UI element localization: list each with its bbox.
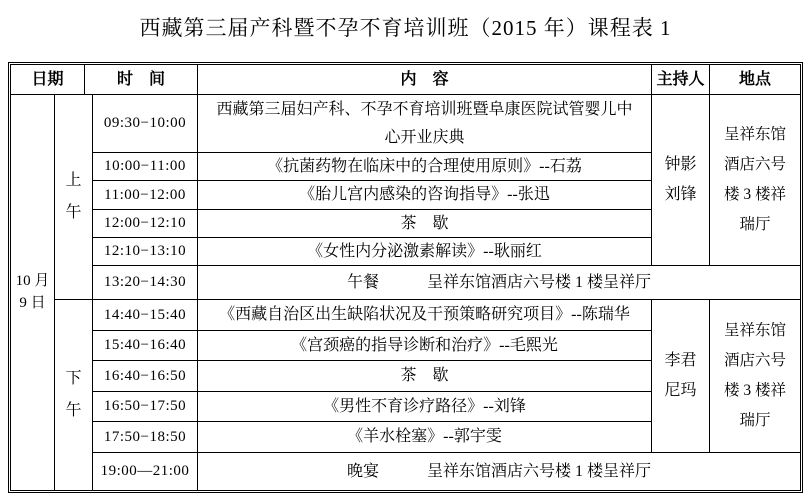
content-cell: 西藏第三届妇产科、不孕不育培训班暨阜康医院试管婴儿中心开业庆典 (198, 95, 652, 153)
header-location: 地点 (710, 65, 800, 95)
content-cell: 《抗菌药物在临床中的合理使用原则》--石荔 (198, 153, 652, 181)
session-label-morning: 上午 (55, 95, 93, 300)
content-cell: 《西藏自治区出生缺陷状况及干预策略研究项目》--陈瑞华 (198, 300, 652, 331)
header-date: 日期 (11, 65, 85, 95)
header-content: 内 容 (198, 65, 652, 95)
content-cell: 《男性不育诊疗路径》--刘锋 (198, 392, 652, 422)
content-cell: 《女性内分泌激素解读》--耿丽红 (198, 238, 652, 266)
location-cell-morning: 呈祥东馆 酒店六号 楼 3 楼祥 瑞厅 (710, 95, 800, 266)
host-cell-morning: 钟影 刘锋 (652, 95, 710, 266)
time-cell: 16:50−17:50 (93, 392, 198, 422)
time-cell: 15:40−16:40 (93, 331, 198, 361)
schedule-table (8, 62, 803, 493)
time-cell: 09:30−10:00 (93, 95, 198, 153)
time-cell: 16:40−16:50 (93, 361, 198, 392)
host-cell-afternoon: 李君 尼玛 (652, 300, 710, 453)
time-cell: 13:20−14:30 (93, 266, 198, 300)
time-cell: 12:10−13:10 (93, 238, 198, 266)
content-cell: 《羊水栓塞》--郭宇雯 (198, 422, 652, 453)
time-cell: 12:00−12:10 (93, 210, 198, 238)
time-cell: 11:00−12:00 (93, 181, 198, 210)
content-cell: 《宫颈癌的指导诊断和治疗》--毛熙光 (198, 331, 652, 361)
time-cell: 17:50−18:50 (93, 422, 198, 453)
date-cell (11, 95, 55, 490)
page-title: 西藏第三届产科暨不孕不育培训班（2015 年）课程表 1 (139, 16, 672, 40)
content-cell: 茶 歇 (198, 210, 652, 238)
header-host: 主持人 (652, 65, 710, 95)
location-cell-afternoon: 呈祥东馆 酒店六号 楼 3 楼祥 瑞厅 (710, 300, 800, 453)
content-cell: 茶 歇 (198, 361, 652, 392)
dinner-cell: 晚宴 呈祥东馆酒店六号楼 1 楼呈祥厅 (346, 462, 651, 480)
time-cell: 14:40−15:40 (93, 300, 198, 331)
date-text: 10 月 9 日 (15, 272, 50, 311)
session-label-afternoon: 下午 (55, 300, 93, 490)
header-time: 时 间 (85, 65, 198, 95)
lunch-cell: 午餐 呈祥东馆酒店六号楼 1 楼呈祥厅 (198, 266, 800, 300)
content-cell: 《胎儿宫内感染的咨询指导》--张迅 (198, 181, 652, 210)
time-cell: 19:00—21:00 (93, 453, 198, 490)
time-cell: 10:00−11:00 (93, 153, 198, 181)
